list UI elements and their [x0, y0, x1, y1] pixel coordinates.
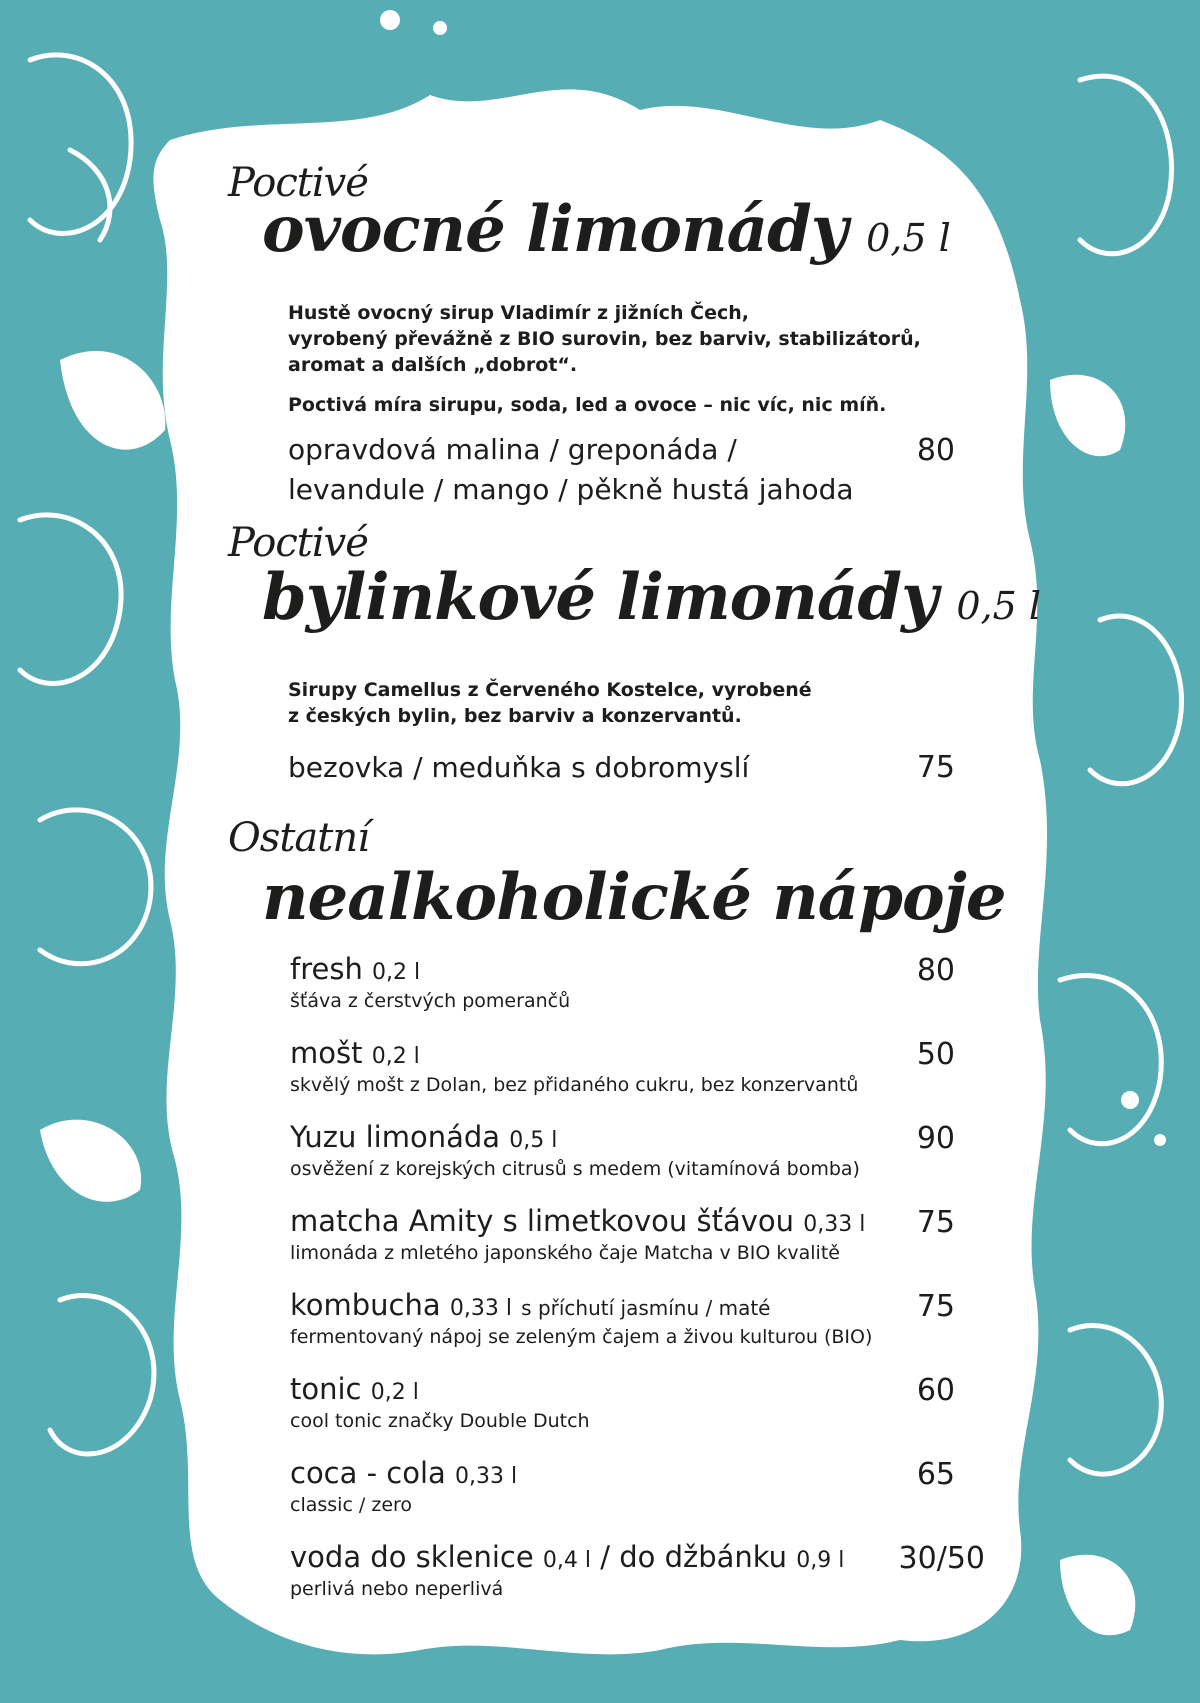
drink-item-coca-cola — [290, 1456, 990, 1540]
herbal-volume: 0,5 l — [956, 584, 1042, 628]
drink-item-most — [290, 1036, 990, 1120]
drink-description: skvělý mošt z Dolan, bez přidaného cukru, bez konzervantů — [290, 1074, 859, 1096]
drink-volume: 0,2 l — [371, 1044, 420, 1069]
drink-item-water — [290, 1540, 990, 1624]
fruit-label-small: Poctivé — [228, 160, 368, 206]
drink-name: mošt — [290, 1036, 363, 1070]
drink-volume: 0,2 l — [370, 1380, 419, 1405]
drink-item-yuzu — [290, 1120, 990, 1204]
other-heading: nealkoholické nápoje — [262, 860, 1006, 935]
herbal-label-small: Poctivé — [228, 520, 368, 566]
drink-volume: 0,4 l — [542, 1548, 592, 1573]
drink-price-matcha: 75 — [916, 1205, 955, 1240]
fruit-heading: ovocné limonády — [262, 192, 848, 267]
drink-item-matcha — [290, 1204, 990, 1288]
drink-volume: 0,2 l — [372, 960, 421, 985]
fruit-flavor-list — [288, 430, 854, 510]
herbal-flavor-list — [288, 748, 749, 788]
drink-volume-2: 0,9 l — [796, 1548, 845, 1573]
herbal-heading-row — [262, 560, 1041, 635]
drink-name: matcha Amity s limetkovou šťávou — [290, 1204, 795, 1238]
fruit-desc-line-2: vyrobený převážně z BIO surovin, bez barviv, stabilizátorů, — [288, 328, 921, 350]
drink-price-most: 50 — [916, 1037, 955, 1072]
herbal-price: 75 — [916, 750, 955, 785]
fruit-description — [288, 300, 921, 418]
drink-description: osvěžení z korejských citrusů s medem (vitamínová bomba) — [290, 1158, 860, 1180]
drink-description: šťáva z čerstvých pomerančů — [290, 990, 571, 1012]
drink-item-kombucha — [290, 1288, 990, 1372]
fruit-volume: 0,5 l — [866, 216, 951, 260]
other-heading-row — [262, 860, 1006, 935]
drink-item-tonic — [290, 1372, 990, 1456]
fruit-flavors-line-1: opravdová malina / greponáda / — [288, 433, 737, 466]
fruit-desc-line-3: aromat a dalších „dobrot“. — [288, 354, 578, 376]
drink-name: tonic — [290, 1372, 362, 1406]
drink-description: fermentovaný nápoj se zeleným čajem a živou kulturou (BIO) — [290, 1326, 873, 1348]
drink-name: voda do sklenice — [290, 1540, 534, 1574]
drink-description: limonáda z mletého japonského čaje Matcha v BIO kvalitě — [290, 1242, 840, 1264]
drink-name: kombucha — [290, 1288, 441, 1322]
herbal-description — [288, 677, 812, 729]
drink-price-water: 30/50 — [898, 1541, 985, 1576]
drink-name: Yuzu limonáda — [290, 1120, 501, 1154]
herbal-heading: bylinkové limonády — [262, 560, 938, 635]
herbal-flavors: bezovka / meduňka s dobromyslí — [288, 751, 750, 784]
drink-volume: 0,33 l — [449, 1296, 512, 1321]
fruit-desc-line-1: Hustě ovocný sirup Vladimír z jižních Čech, — [288, 302, 750, 324]
drink-price-fresh: 80 — [916, 953, 955, 988]
drink-flavor-note: s příchutí jasmínu / maté — [521, 1296, 771, 1320]
fruit-price: 80 — [916, 433, 955, 468]
drink-name: coca - cola — [290, 1456, 446, 1490]
drink-description: cool tonic značky Double Dutch — [290, 1410, 590, 1432]
herbal-desc-line-1: Sirupy Camellus z Červeného Kostelce, vyrobené — [288, 679, 812, 701]
drink-item-fresh — [290, 952, 990, 1036]
drink-price-coca-cola: 65 — [916, 1457, 955, 1492]
drink-price-kombucha: 75 — [916, 1289, 955, 1324]
fruit-flavors-line-2: levandule / mango / pěkně hustá jahoda — [288, 473, 854, 506]
drink-price-yuzu: 90 — [916, 1121, 955, 1156]
drink-name: fresh — [290, 952, 363, 986]
section-other-drinks — [228, 815, 369, 861]
drink-volume: 0,33 l — [803, 1212, 866, 1237]
drink-price-tonic: 60 — [916, 1373, 955, 1408]
drink-list — [290, 952, 990, 1624]
drink-volume: 0,33 l — [455, 1464, 518, 1489]
drink-description: classic / zero — [290, 1494, 413, 1516]
drink-name-2: / do džbánku — [600, 1540, 788, 1574]
drink-description: perlivá nebo neperlivá — [290, 1578, 504, 1600]
fruit-heading-row — [262, 192, 951, 267]
other-label-small: Ostatní — [228, 815, 369, 861]
drink-volume: 0,5 l — [509, 1128, 558, 1153]
fruit-desc-line-4: Poctivá míra sirupu, soda, led a ovoce – nic víc, nic míň. — [288, 394, 887, 416]
herbal-desc-line-2: z českých bylin, bez barviv a konzervantů. — [288, 705, 742, 727]
